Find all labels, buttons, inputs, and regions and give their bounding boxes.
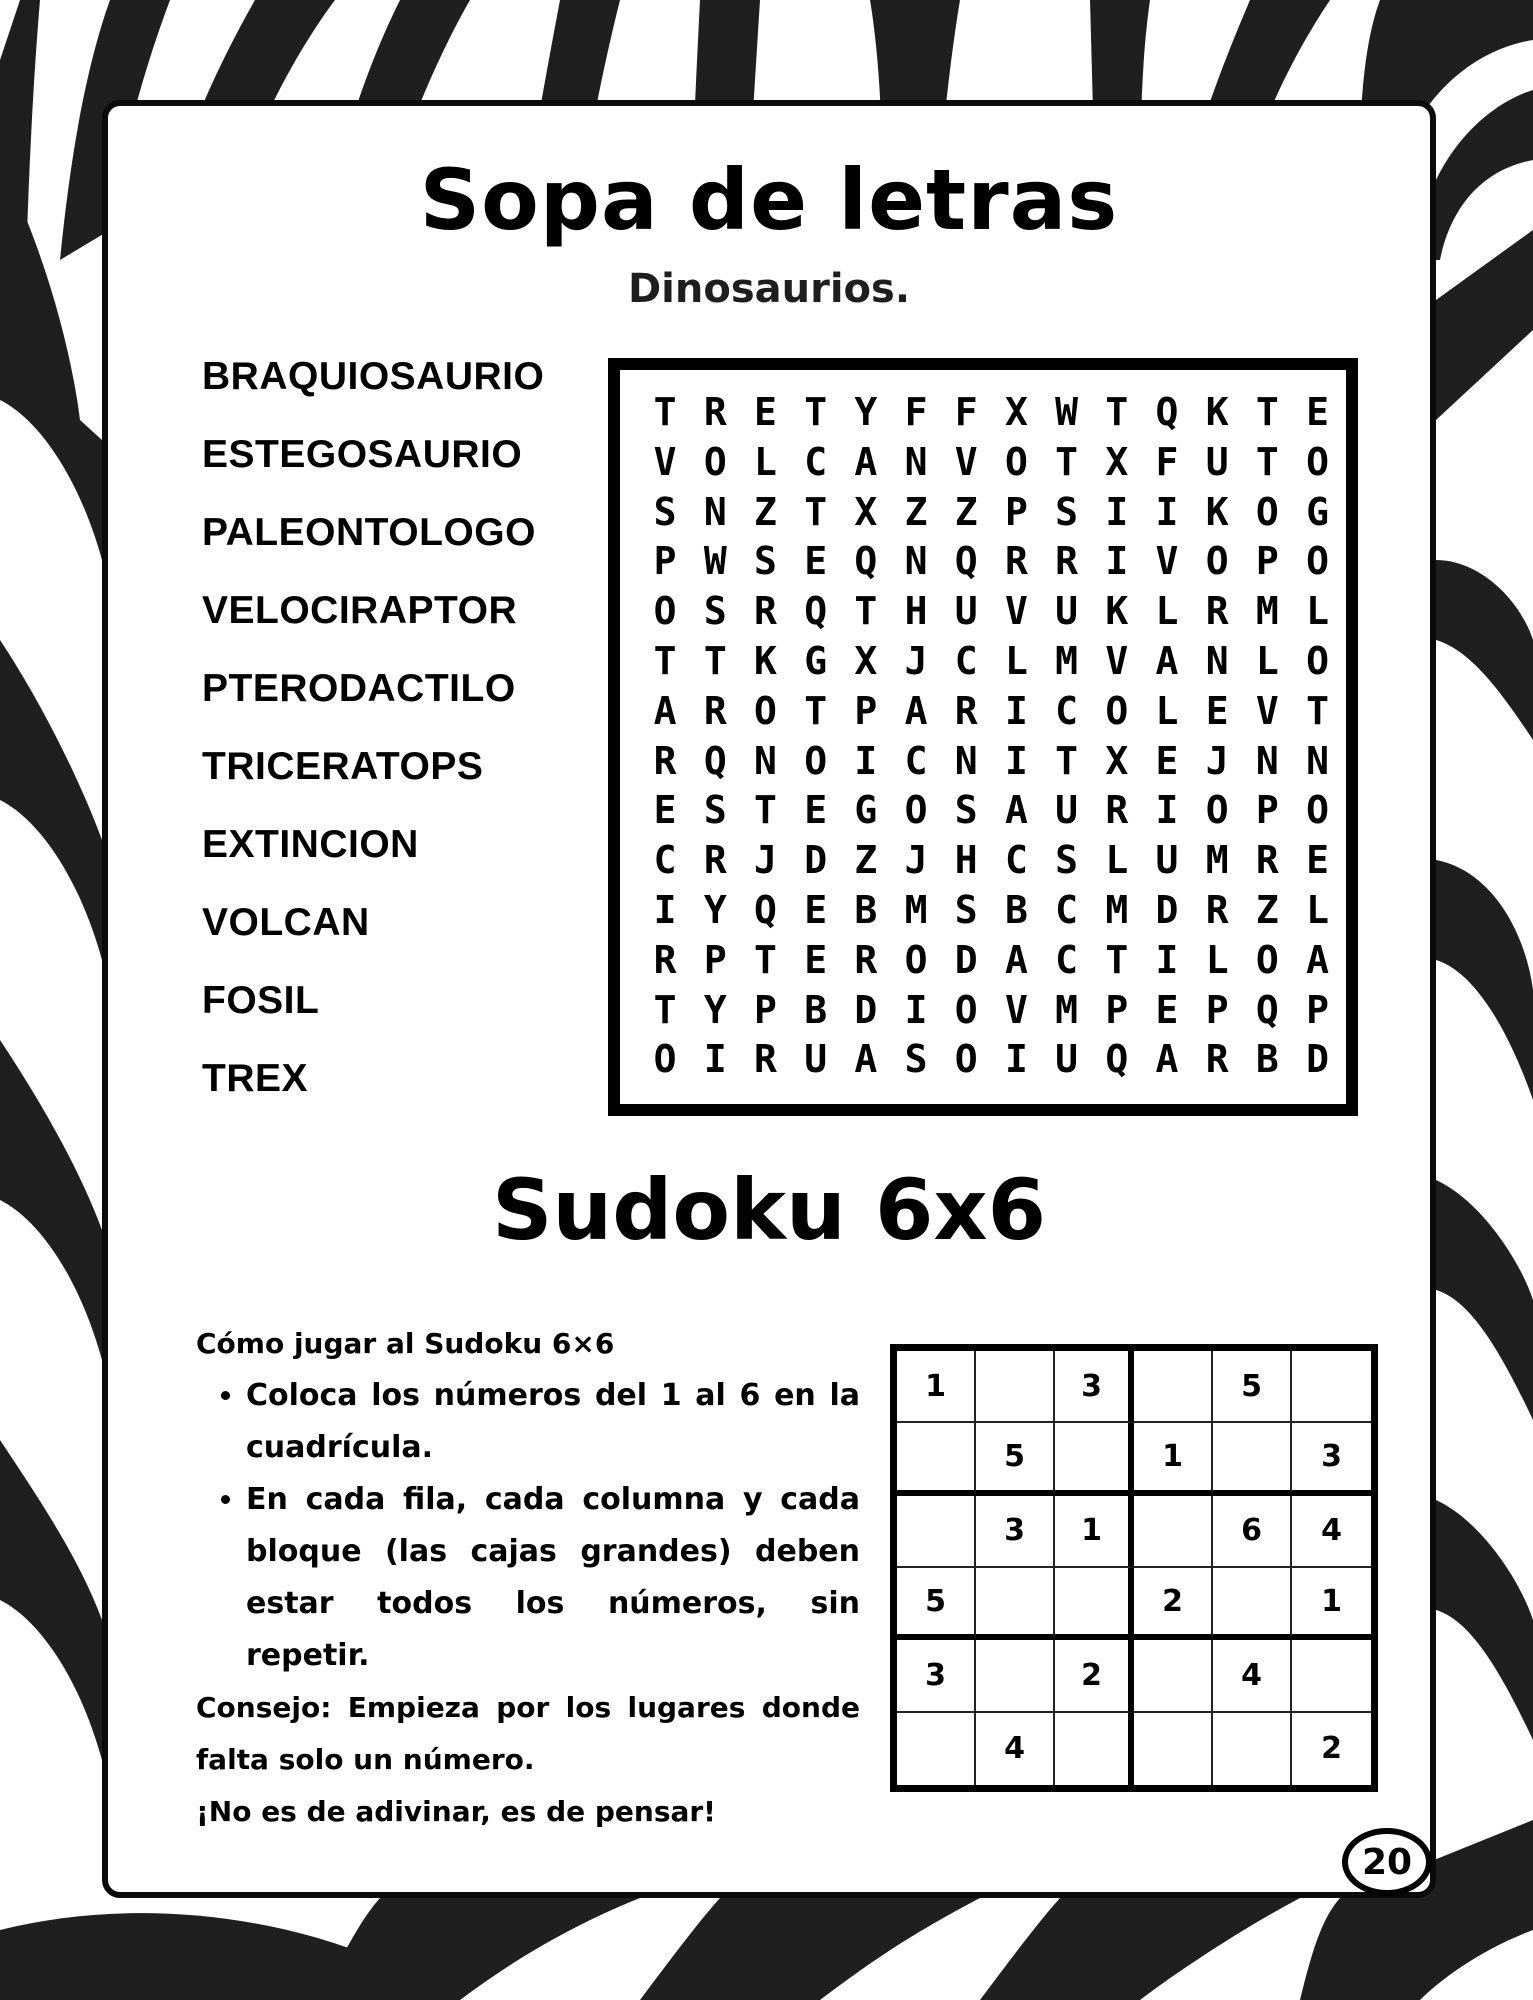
word-search-letter[interactable]: T	[703, 638, 727, 683]
page-title: Sopa de letras	[419, 151, 1119, 249]
word-search-letter[interactable]: U	[1205, 439, 1229, 484]
sudoku-given-cell: 4	[1292, 1496, 1371, 1568]
sudoku-empty-cell[interactable]	[1134, 1713, 1213, 1785]
sudoku-given-cell: 1	[1055, 1496, 1134, 1568]
word-search-letter[interactable]: R	[1255, 838, 1279, 883]
instruction-bullet: • En cada fila, cada columna y cada bloque (las cajas grandes) deben estar todos los números, sin repetir.	[246, 1474, 860, 1682]
word-search-letter[interactable]: I	[1004, 738, 1028, 783]
sudoku-empty-cell[interactable]	[1055, 1568, 1134, 1640]
word-search-letter[interactable]: G	[804, 638, 828, 683]
word-search-letter[interactable]: V	[1004, 987, 1028, 1032]
sudoku-given-cell: 1	[1292, 1568, 1371, 1640]
word-search-letter[interactable]: J	[754, 838, 777, 883]
word-search-letter[interactable]: Q	[854, 539, 878, 584]
sudoku-given-cell: 1	[897, 1351, 976, 1423]
word-search-letter[interactable]: S	[703, 788, 727, 833]
word-search-letter[interactable]: O	[754, 688, 777, 733]
sudoku-given-cell: 5	[1213, 1351, 1292, 1423]
sudoku-empty-cell[interactable]	[1055, 1423, 1134, 1495]
word-item: TREX	[202, 1057, 309, 1100]
word-search-letter[interactable]: A	[1155, 1037, 1179, 1082]
word-search-letter[interactable]: W	[1055, 390, 1079, 434]
word-search-letter[interactable]: O	[1306, 439, 1329, 484]
word-search-letter[interactable]: E	[804, 539, 828, 584]
word-search-letter[interactable]: P	[1105, 987, 1129, 1032]
word-search-letter[interactable]: O	[904, 937, 928, 982]
word-search-letter[interactable]: E	[653, 788, 677, 833]
word-search-letter[interactable]: I	[1155, 937, 1179, 982]
word-search-letter[interactable]: A	[854, 1037, 878, 1082]
word-search-letter[interactable]: S	[653, 489, 677, 534]
word-search-letter[interactable]: S	[1055, 489, 1079, 534]
word-search-letter[interactable]: A	[904, 688, 928, 733]
word-search-letter[interactable]: F	[904, 390, 928, 434]
word-search-letter[interactable]: Z	[954, 489, 978, 534]
word-search-letter[interactable]: T	[653, 638, 677, 683]
word-search-letter[interactable]: P	[854, 688, 878, 733]
sudoku-empty-cell[interactable]	[1134, 1351, 1213, 1423]
word-search-letter[interactable]: I	[1155, 788, 1179, 833]
word-search-letter[interactable]: D	[1155, 887, 1179, 932]
sudoku-empty-cell[interactable]	[897, 1423, 976, 1495]
word-search-letter[interactable]: O	[653, 1037, 677, 1082]
sudoku-given-cell: 2	[1321, 1731, 1342, 1767]
word-search-letter[interactable]: O	[703, 439, 727, 484]
word-search-letter[interactable]: L	[754, 439, 777, 484]
word-search-letter[interactable]: T	[1055, 439, 1079, 484]
instructions-tip: Consejo: Empieza por los lugares donde falta solo un número.	[196, 1691, 860, 1776]
word-search-letter[interactable]: U	[804, 1037, 828, 1082]
word-search-letter[interactable]: U	[954, 589, 978, 634]
word-search-letter[interactable]: C	[653, 838, 677, 883]
word-search-letter[interactable]: M	[1055, 987, 1079, 1032]
word-search-letter[interactable]: R	[1055, 539, 1079, 584]
word-search-letter[interactable]: M	[1255, 589, 1279, 634]
sudoku-empty-cell[interactable]	[1055, 1713, 1134, 1785]
word-search-letter[interactable]: L	[1306, 589, 1329, 634]
word-search-letter[interactable]: I	[854, 738, 878, 783]
word-search-letter[interactable]: R	[754, 589, 777, 634]
word-search-letter[interactable]: S	[1055, 838, 1079, 883]
sudoku-given-cell: 2	[1055, 1640, 1134, 1712]
word-search-letter[interactable]: E	[1306, 390, 1329, 434]
word-search-letter[interactable]: N	[954, 738, 978, 783]
puzzle-page-card	[102, 100, 1436, 1898]
word-search-letter[interactable]: E	[1205, 688, 1229, 733]
word-search-letter[interactable]: P	[703, 937, 727, 982]
word-search-letter[interactable]: Z	[904, 489, 928, 534]
sudoku-empty-cell[interactable]	[976, 1351, 1055, 1423]
page-subtitle: Dinosaurios.	[627, 266, 911, 312]
sudoku-empty-cell[interactable]	[1134, 1640, 1213, 1712]
word-item: TRICERATOPS	[202, 745, 484, 788]
word-search-letter[interactable]: V	[954, 439, 978, 484]
word-search-letter[interactable]: V	[1155, 539, 1179, 584]
word-search-letter[interactable]: T	[1255, 439, 1279, 484]
word-search-letter[interactable]: M	[1105, 887, 1129, 932]
word-search-letter[interactable]: D	[954, 937, 978, 982]
word-search-letter[interactable]: Q	[804, 589, 828, 634]
sudoku-title: Sudoku 6x6	[491, 1161, 1047, 1259]
word-search-letter[interactable]: T	[1255, 390, 1279, 434]
word-search-letter[interactable]: R	[1205, 1037, 1229, 1082]
word-search-letter[interactable]: O	[804, 738, 828, 783]
word-search-letter[interactable]: Z	[854, 838, 878, 883]
word-search-letter[interactable]: A	[653, 688, 677, 733]
word-search-letter[interactable]: P	[1205, 987, 1229, 1032]
word-search-letter[interactable]: G	[1306, 489, 1329, 534]
word-search-letter[interactable]: X	[854, 489, 878, 534]
word-search-letter[interactable]: U	[1055, 1037, 1079, 1082]
word-search-letter[interactable]: L	[1155, 688, 1179, 733]
word-search-letter[interactable]: N	[1205, 638, 1229, 683]
word-search-letter[interactable]: T	[804, 390, 828, 434]
word-search-letter[interactable]: R	[754, 1037, 777, 1082]
word-search-letter[interactable]: L	[1205, 937, 1229, 982]
word-search-letter[interactable]: T	[653, 987, 677, 1032]
word-search-letter[interactable]: A	[1004, 937, 1028, 982]
word-search-letter[interactable]: N	[1306, 738, 1329, 783]
word-search-letter[interactable]: Y	[854, 390, 878, 434]
sudoku-given-cell: 5	[897, 1568, 976, 1640]
word-search-letter[interactable]: X	[1004, 390, 1028, 434]
word-search-letter[interactable]: P	[1004, 489, 1028, 534]
word-search-letter[interactable]: N	[904, 539, 928, 584]
word-item: VOLCAN	[202, 901, 370, 944]
word-search-letter[interactable]: Q	[703, 738, 727, 783]
word-search-letter[interactable]: C	[1055, 887, 1079, 932]
sudoku-given-cell: 4	[976, 1713, 1055, 1785]
sudoku-given-cell: 3	[897, 1640, 976, 1712]
word-search-letter[interactable]: V	[653, 439, 677, 484]
word-search-letter[interactable]: G	[854, 788, 878, 833]
word-search-letter[interactable]: D	[804, 838, 828, 883]
word-search-letter[interactable]: I	[904, 987, 928, 1032]
word-search-letter[interactable]: S	[754, 539, 777, 584]
word-search-letter[interactable]: Q	[954, 539, 978, 584]
word-search-letter[interactable]: J	[904, 638, 928, 683]
word-search-letter[interactable]: K	[1205, 489, 1229, 534]
word-search-letter[interactable]: R	[1205, 589, 1229, 634]
sudoku-given-cell: 3	[1055, 1351, 1134, 1423]
word-search-letter[interactable]: R	[653, 937, 677, 982]
word-search-letter[interactable]: Y	[703, 987, 727, 1032]
word-search-letter[interactable]: Q	[1155, 390, 1179, 434]
word-search-letter[interactable]: T	[804, 688, 828, 733]
word-search-letter[interactable]: R	[703, 838, 727, 883]
word-search-letter[interactable]: U	[1055, 788, 1079, 833]
word-item: PTERODACTILO	[202, 667, 516, 710]
word-search-letter[interactable]: M	[1055, 638, 1079, 683]
word-search-letter[interactable]: T	[754, 788, 777, 833]
word-search-letter[interactable]: L	[1105, 838, 1129, 883]
word-list	[202, 354, 582, 1134]
word-search-letter[interactable]: S	[954, 788, 978, 833]
word-search-letter[interactable]: O	[653, 589, 677, 634]
word-search-letter[interactable]: S	[703, 589, 727, 634]
word-search-letter[interactable]: O	[904, 788, 928, 833]
instructions-closing: ¡No es de adivinar, es de pensar!	[196, 1795, 716, 1828]
sudoku-given-cell: 1	[1134, 1423, 1213, 1495]
word-search-letter[interactable]: W	[703, 539, 727, 584]
word-search-letter[interactable]: C	[804, 439, 828, 484]
word-item: EXTINCION	[202, 823, 419, 866]
word-search-letter[interactable]: S	[904, 1037, 928, 1082]
word-search-letter[interactable]: A	[1306, 937, 1329, 982]
sudoku-empty-cell[interactable]	[1292, 1351, 1371, 1423]
sudoku-empty-cell[interactable]	[1213, 1423, 1292, 1495]
word-search-letter[interactable]: Z	[754, 489, 777, 534]
word-search-letter[interactable]: V	[1105, 638, 1129, 683]
word-item: FOSIL	[202, 979, 320, 1022]
word-search-letter[interactable]: A	[854, 439, 878, 484]
word-search-letter[interactable]: S	[954, 887, 978, 932]
word-search-letter[interactable]: O	[954, 987, 978, 1032]
word-search-letter[interactable]: Q	[1105, 1037, 1129, 1082]
word-item: PALEONTOLOGO	[202, 511, 536, 554]
word-search-letter[interactable]: I	[653, 887, 677, 932]
word-search-letter[interactable]: J	[904, 838, 928, 883]
word-search-letter[interactable]: K	[754, 638, 777, 683]
sudoku-empty-cell[interactable]	[976, 1640, 1055, 1712]
word-search-letter[interactable]: B	[854, 887, 878, 932]
word-search-letter[interactable]: T	[1105, 937, 1129, 982]
word-search-letter[interactable]: R	[954, 688, 978, 733]
word-search-letter[interactable]: U	[1155, 838, 1179, 883]
word-search-letter[interactable]: A	[1155, 638, 1179, 683]
word-search-letter[interactable]: T	[804, 489, 828, 534]
word-item: BRAQUIOSAURIO	[202, 355, 545, 398]
word-search-letter[interactable]: R	[653, 738, 677, 783]
word-search-letter[interactable]: P	[653, 539, 677, 584]
sudoku-empty-cell[interactable]	[897, 1713, 976, 1785]
word-search-grid	[640, 388, 1343, 1085]
word-search-letter[interactable]: I	[1004, 1037, 1028, 1082]
word-search-letter[interactable]: C	[1055, 937, 1079, 982]
word-search-letter[interactable]: X	[854, 638, 878, 683]
word-search-letter[interactable]: B	[1004, 887, 1028, 932]
word-search-letter[interactable]: I	[703, 1037, 727, 1082]
word-search-letter[interactable]: C	[904, 738, 928, 783]
word-search-letter[interactable]: V	[1255, 688, 1279, 733]
word-search-letter[interactable]: T	[754, 937, 777, 982]
word-search-letter[interactable]: Z	[1255, 887, 1279, 932]
word-search-letter[interactable]: K	[1205, 390, 1229, 434]
sudoku-empty-cell[interactable]	[1213, 1713, 1292, 1785]
word-search-letter[interactable]: D	[1306, 1037, 1329, 1082]
word-search-letter[interactable]: O	[1306, 539, 1329, 584]
word-search-letter[interactable]: D	[854, 987, 878, 1032]
word-search-letter[interactable]: K	[1105, 589, 1129, 634]
sudoku-given-cell: 4	[1213, 1640, 1292, 1712]
word-search-letter[interactable]: B	[1255, 1037, 1279, 1082]
word-search-letter[interactable]: L	[1155, 589, 1179, 634]
word-search-letter[interactable]: E	[754, 390, 777, 434]
word-search-letter[interactable]: X	[1105, 439, 1129, 484]
word-search-letter[interactable]: H	[904, 589, 928, 634]
word-search-letter[interactable]: P	[754, 987, 777, 1032]
word-search-letter[interactable]: R	[854, 937, 878, 982]
word-search-letter[interactable]: E	[1155, 987, 1179, 1032]
sudoku-empty-cell[interactable]	[1213, 1568, 1292, 1640]
word-search-letter[interactable]: T	[854, 589, 878, 634]
page-number-badge: 20	[1342, 1828, 1432, 1896]
word-search-letter[interactable]: R	[1004, 539, 1028, 584]
instructions-list	[196, 1370, 860, 1682]
word-search-board	[608, 358, 1358, 1116]
sudoku-given-cell: 5	[976, 1423, 1055, 1495]
word-search-letter[interactable]: T	[653, 390, 677, 434]
word-search-letter[interactable]: X	[1105, 738, 1129, 783]
sudoku-given-cell: 3	[1292, 1423, 1371, 1495]
word-search-letter[interactable]: O	[1105, 688, 1129, 733]
word-search-letter[interactable]: P	[1306, 987, 1329, 1032]
word-search-letter[interactable]: E	[1155, 738, 1179, 783]
word-search-letter[interactable]: L	[1004, 638, 1028, 683]
sudoku-given-cell: 2	[1134, 1568, 1213, 1640]
word-search-letter[interactable]: O	[1306, 638, 1329, 683]
word-search-letter[interactable]: H	[954, 838, 978, 883]
word-search-letter[interactable]: O	[1255, 937, 1279, 982]
sudoku-instructions	[196, 1318, 860, 1838]
sudoku-empty-cell[interactable]	[1134, 1496, 1213, 1568]
word-search-letter[interactable]: T	[1055, 738, 1079, 783]
instructions-heading: Cómo jugar al Sudoku 6×6	[196, 1327, 615, 1360]
word-search-letter[interactable]: N	[1255, 738, 1279, 783]
word-search-letter[interactable]: O	[1004, 439, 1028, 484]
word-search-letter[interactable]: O	[954, 1037, 978, 1082]
word-search-letter[interactable]: A	[1004, 788, 1028, 833]
word-search-letter[interactable]: U	[1055, 589, 1079, 634]
word-search-letter[interactable]: E	[804, 788, 828, 833]
word-search-letter[interactable]: N	[754, 738, 777, 783]
sudoku-given-cell: 3	[976, 1496, 1055, 1568]
sudoku-given-cell: 6	[1213, 1496, 1292, 1568]
word-search-letter[interactable]: R	[1105, 788, 1129, 833]
word-search-letter[interactable]: C	[1055, 688, 1079, 733]
word-search-letter[interactable]: M	[1205, 838, 1229, 883]
word-search-letter[interactable]: L	[1306, 887, 1329, 932]
word-search-letter[interactable]: R	[703, 390, 727, 434]
word-search-letter[interactable]: P	[1255, 788, 1279, 833]
word-search-letter[interactable]: Q	[754, 887, 777, 932]
word-search-letter[interactable]: I	[1155, 489, 1179, 534]
instruction-bullet: • Coloca los números del 1 al 6 en la cuadrícula.	[246, 1370, 860, 1474]
sudoku-empty-cell[interactable]	[1292, 1640, 1371, 1712]
word-search-letter[interactable]: O	[1205, 788, 1229, 833]
word-search-letter[interactable]: O	[1255, 489, 1279, 534]
word-search-letter[interactable]: N	[904, 439, 928, 484]
word-search-letter[interactable]: I	[1004, 688, 1028, 733]
word-search-letter[interactable]: J	[1205, 738, 1229, 783]
sudoku-empty-cell[interactable]	[976, 1568, 1055, 1640]
word-search-letter[interactable]: P	[1255, 539, 1279, 584]
word-search-letter[interactable]: L	[1255, 638, 1279, 683]
word-search-letter[interactable]: M	[904, 887, 928, 932]
word-search-letter[interactable]: O	[1205, 539, 1229, 584]
word-search-letter[interactable]: R	[1205, 887, 1229, 932]
word-search-letter[interactable]: E	[804, 887, 828, 932]
word-search-letter[interactable]: O	[1306, 788, 1329, 833]
word-search-letter[interactable]: T	[1105, 390, 1129, 434]
word-search-letter[interactable]: B	[804, 987, 828, 1032]
sudoku-empty-cell[interactable]	[897, 1496, 976, 1568]
word-search-letter[interactable]: F	[954, 390, 978, 434]
word-search-letter[interactable]: C	[1004, 838, 1028, 883]
word-search-letter[interactable]: V	[1004, 589, 1028, 634]
word-search-letter[interactable]: T	[1306, 688, 1329, 733]
word-search-letter[interactable]: E	[1306, 838, 1329, 883]
word-item: ESTEGOSAURIO	[202, 433, 523, 476]
word-search-letter[interactable]: Q	[1255, 987, 1279, 1032]
sudoku-grid	[890, 1344, 1378, 1792]
word-search-letter[interactable]: R	[703, 688, 727, 733]
word-search-letter[interactable]: F	[1155, 439, 1179, 484]
word-search-letter[interactable]: I	[1105, 489, 1129, 534]
word-search-letter[interactable]: Y	[703, 887, 727, 932]
word-item: VELOCIRAPTOR	[202, 589, 518, 632]
word-search-letter[interactable]: C	[954, 638, 978, 683]
word-search-letter[interactable]: E	[804, 937, 828, 982]
word-search-letter[interactable]: N	[703, 489, 727, 534]
word-search-letter[interactable]: I	[1105, 539, 1129, 584]
